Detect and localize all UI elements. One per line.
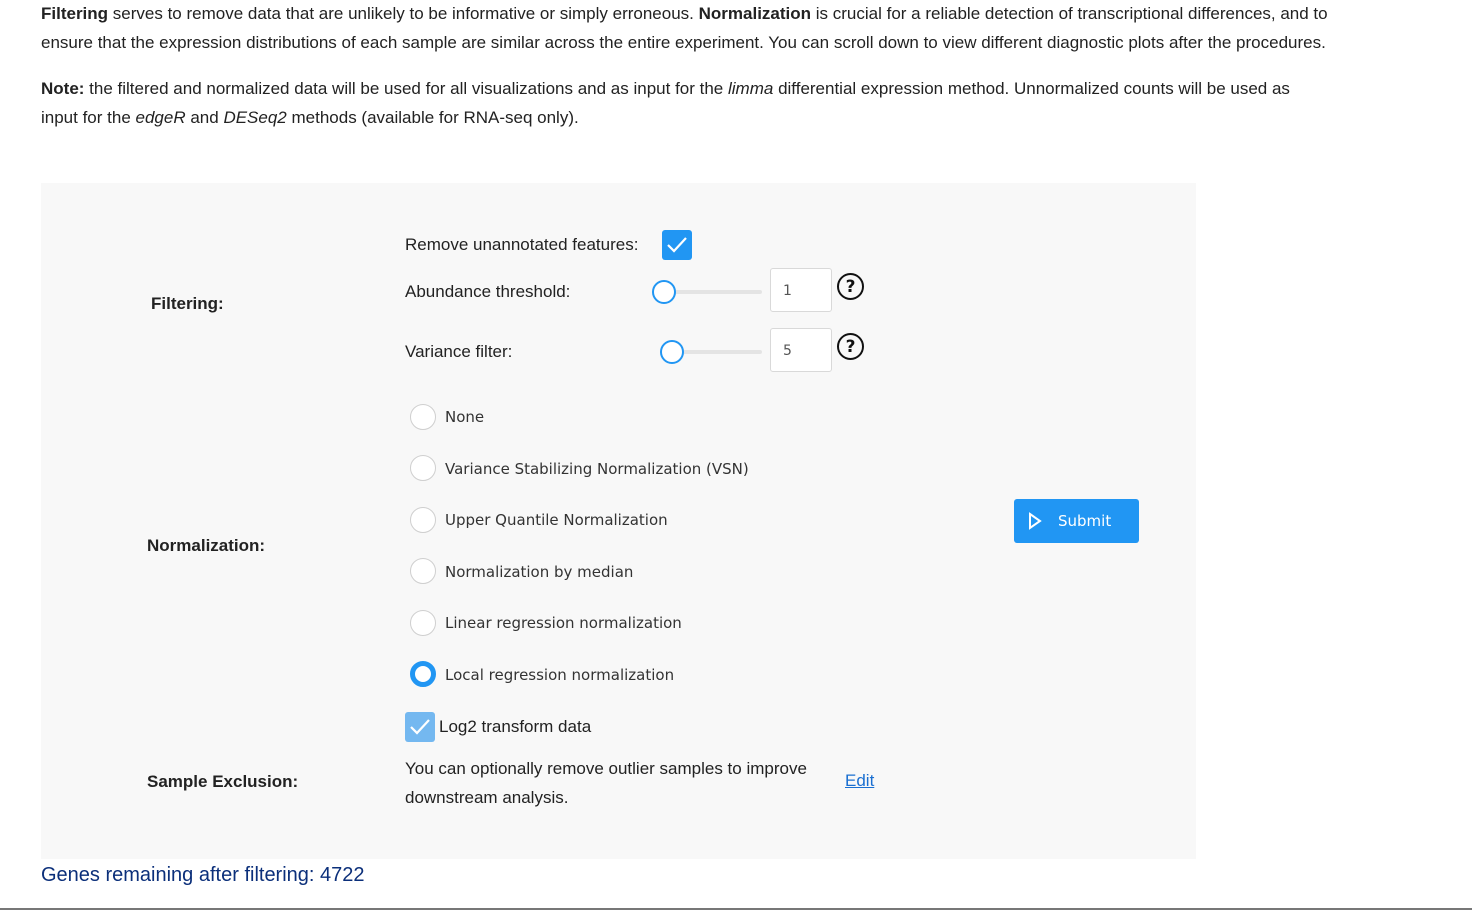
edger-term: edgeR <box>135 107 186 127</box>
radio-none[interactable] <box>410 404 436 430</box>
radio-linear-regression[interactable] <box>410 610 436 636</box>
radio-median[interactable] <box>410 558 436 584</box>
radio-vsn[interactable] <box>410 455 436 481</box>
log2-transform-label: Log2 transform data <box>439 717 592 736</box>
submit-button[interactable] <box>1014 499 1139 543</box>
abundance-slider-handle[interactable] <box>652 280 676 304</box>
play-triangle-icon <box>1028 512 1042 530</box>
settings-panel <box>41 183 1196 859</box>
variance-filter-label: Variance filter: <box>405 342 513 361</box>
radio-label-linear-regression: Linear regression normalization <box>445 614 682 632</box>
checkmark-icon <box>409 718 431 736</box>
radio-label-median: Normalization by median <box>445 563 634 581</box>
intro-text-2: is crucial for a reliable detection of transcriptional differences, and to ensure that the expression distributions of each sample are similar across the entire experiment. You can scroll down to view different diagnostic plots after the procedures. <box>41 4 1328 52</box>
abundance-threshold-label: Abundance threshold: <box>405 282 571 301</box>
abundance-help-icon[interactable]: ? <box>837 273 864 300</box>
radio-label-upper-quantile: Upper Quantile Normalization <box>445 511 668 529</box>
note-term: Note: <box>41 79 85 98</box>
note-text-3: and <box>185 107 224 127</box>
abundance-slider-track[interactable] <box>667 290 762 294</box>
note-text-1: the filtered and normalized data will be used for all visualizations and as input for the <box>84 79 728 98</box>
checkmark-icon <box>666 236 688 254</box>
variance-filter-input[interactable]: 5 <box>770 328 832 372</box>
note-text-4: methods (available for RNA-seq only). <box>286 107 579 127</box>
variance-slider-handle[interactable] <box>660 340 684 364</box>
log2-transform-checkbox[interactable] <box>405 712 435 742</box>
deseq2-term: DESeq2 <box>223 107 287 127</box>
intro-paragraph-2 <box>41 75 1331 132</box>
intro-text-1: serves to remove data that are unlikely to be informative or simply erroneous. <box>108 4 699 23</box>
sample-exclusion-section-label: Sample Exclusion: <box>147 772 299 791</box>
limma-term: limma <box>728 79 774 98</box>
radio-label-none: None <box>445 408 485 426</box>
radio-label-local-regression: Local regression normalization <box>445 666 675 684</box>
radio-label-vsn: Variance Stabilizing Normalization (VSN) <box>445 460 749 478</box>
edit-sample-exclusion-link[interactable]: Edit <box>845 771 875 790</box>
variance-slider-track[interactable] <box>671 350 762 354</box>
normalization-term: Normalization <box>698 4 812 23</box>
sample-exclusion-description: You can optionally remove outlier samples to improve downstream analysis. <box>405 759 807 807</box>
remove-unannotated-label: Remove unannotated features: <box>405 235 639 254</box>
intro-text <box>41 0 1331 150</box>
bottom-divider <box>0 908 1472 910</box>
note-text-2: differential expression method. Unnormalized counts will be used as input for the <box>41 79 1290 127</box>
submit-label: Submit <box>1058 512 1112 530</box>
genes-remaining-text: Genes remaining after filtering: 4722 <box>41 864 365 886</box>
variance-help-icon[interactable]: ? <box>837 333 864 360</box>
normalization-section-label: Normalization: <box>147 536 266 555</box>
remove-unannotated-checkbox[interactable] <box>662 230 692 260</box>
radio-upper-quantile[interactable] <box>410 507 436 533</box>
filtering-term: Filtering <box>41 4 109 23</box>
intro-paragraph-1 <box>41 0 1331 57</box>
abundance-threshold-input[interactable]: 1 <box>770 268 832 312</box>
filtering-section-label: Filtering: <box>151 294 224 313</box>
radio-local-regression[interactable] <box>410 661 436 687</box>
